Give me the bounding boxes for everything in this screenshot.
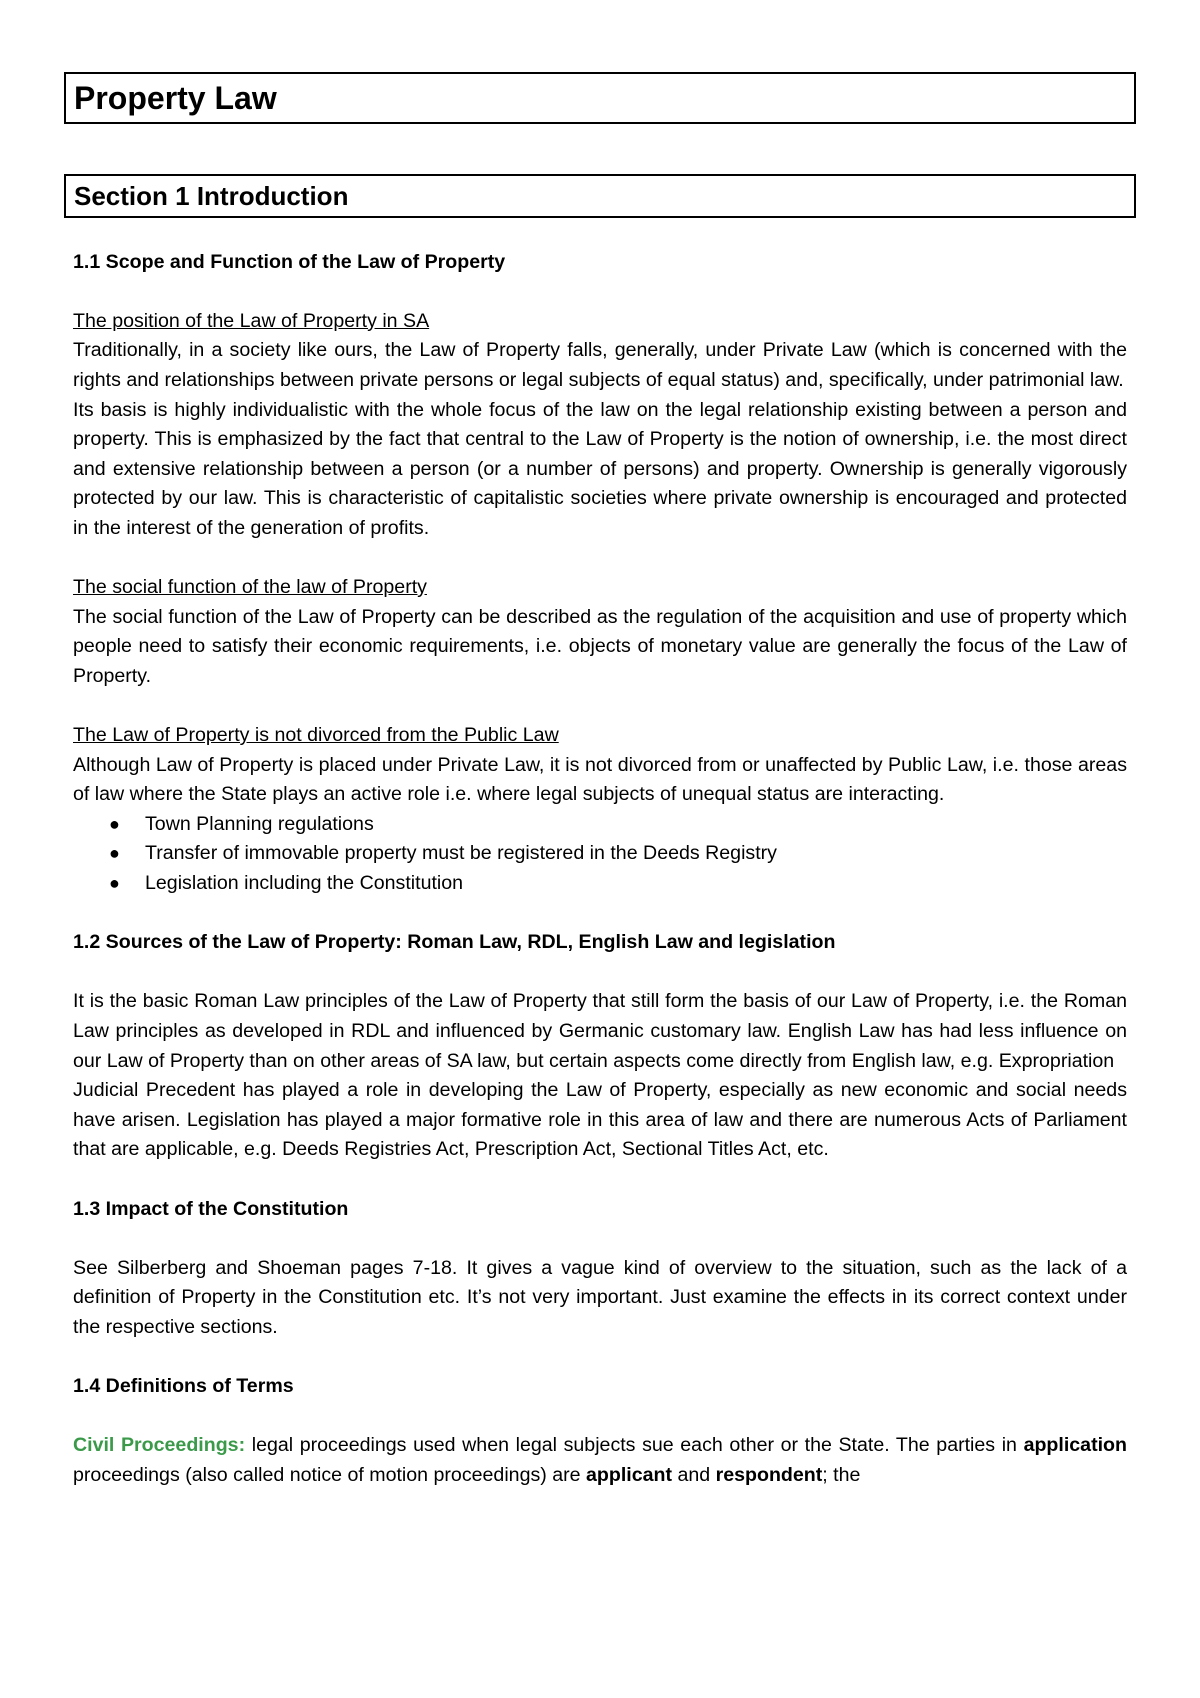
section-heading (64, 174, 1136, 218)
paragraph-sources-2: Judicial Precedent has played a role in developing the Law of Property, especially as new economic and social needs have arisen. Legislation has played a major formative role in this area of law and there are numerous Acts of Parliament that are applicable, e.g. Deeds Registries Act, Prescription Act, Sectional Titles Act, etc. (73, 1079, 1127, 1161)
list-item: ● Legislation including the Constitution (73, 869, 1127, 899)
subheading-public: The Law of Property is not divorced from the Public Law (73, 724, 559, 747)
subheading-position: The position of the Law of Property in SA (73, 309, 430, 332)
list-item: ● Transfer of immovable property must be registered in the Deeds Registry (73, 839, 1127, 869)
section-heading-text: Section 1 Introduction (74, 180, 349, 211)
heading-1-4: 1.4 Definitions of Terms (73, 1375, 294, 1398)
document-title-text: Property Law (74, 79, 277, 116)
document-body (64, 218, 1136, 1491)
bullet-icon: ● (109, 873, 120, 894)
subheading-social: The social function of the law of Property (73, 576, 427, 599)
paragraph-constitution: See Silberberg and Shoeman pages 7-18. It gives a vague kind of overview to the situation, such as the lack of a definition of Property in the Constitution etc. It’s not very important. Just examine the effects in its correct context under the respective sections. (73, 1256, 1127, 1338)
heading-1-3: 1.3 Impact of the Constitution (73, 1197, 349, 1220)
paragraph-sources-1: It is the basic Roman Law principles of the Law of Property that still form the basis of our Law of Property, i.e. the Roman Law principles as developed in RDL and influenced by Germanic customary law. English Law has had less influence on our Law of Property than on other areas of SA law, but certain aspects come directly from English law, e.g. Expropriation (73, 990, 1127, 1072)
bullet-list (73, 810, 1127, 899)
document-page (64, 72, 1136, 1491)
paragraph-position-2: Its basis is highly individualistic with the whole focus of the law on the legal relationship existing between a person and property. This is emphasized by the fact that central to the Law of Property is the notion of ownership, i.e. the most direct and extensive relationship between a person (or a number of persons) and property. Ownership is generally vigorously protected by our law. This is characteristic of capitalistic societies where private ownership is encouraged and protected in the interest of the generation of profits. (73, 398, 1127, 539)
bullet-icon: ● (109, 843, 120, 864)
list-item: ● Town Planning regulations (73, 810, 1127, 840)
paragraph-position-1: Traditionally, in a society like ours, the Law of Property falls, generally, under Private Law (which is concerned with the rights and relationships between private persons or legal subjects of equal status) and, specifically, under patrimonial law. (73, 339, 1127, 391)
document-title (64, 72, 1136, 124)
heading-1-2: 1.2 Sources of the Law of Property: Roman Law, RDL, English Law and legislation (73, 931, 836, 954)
paragraph-public: Although Law of Property is placed under Private Law, it is not divorced from or unaffected by Public Law, i.e. those areas of law where the State plays an active role i.e. where legal subjects of unequal status are interacting. (73, 753, 1127, 806)
paragraph-social: The social function of the Law of Property can be described as the regulation of the acquisition and use of property which people need to satisfy their economic requirements, i.e. objects of monetary value are generally the focus of the Law of Property. (73, 605, 1127, 687)
definition-civil-proceedings: Civil Proceedings: legal proceedings used when legal subjects sue each other or the State. The parties in application proceedings (also called notice of motion proceedings) are applicant and respondent; the (73, 1434, 1127, 1486)
heading-1-1: 1.1 Scope and Function of the Law of Property (73, 250, 506, 273)
bullet-icon: ● (109, 813, 120, 834)
term-civil-proceedings: Civil Proceedings: (73, 1434, 246, 1457)
